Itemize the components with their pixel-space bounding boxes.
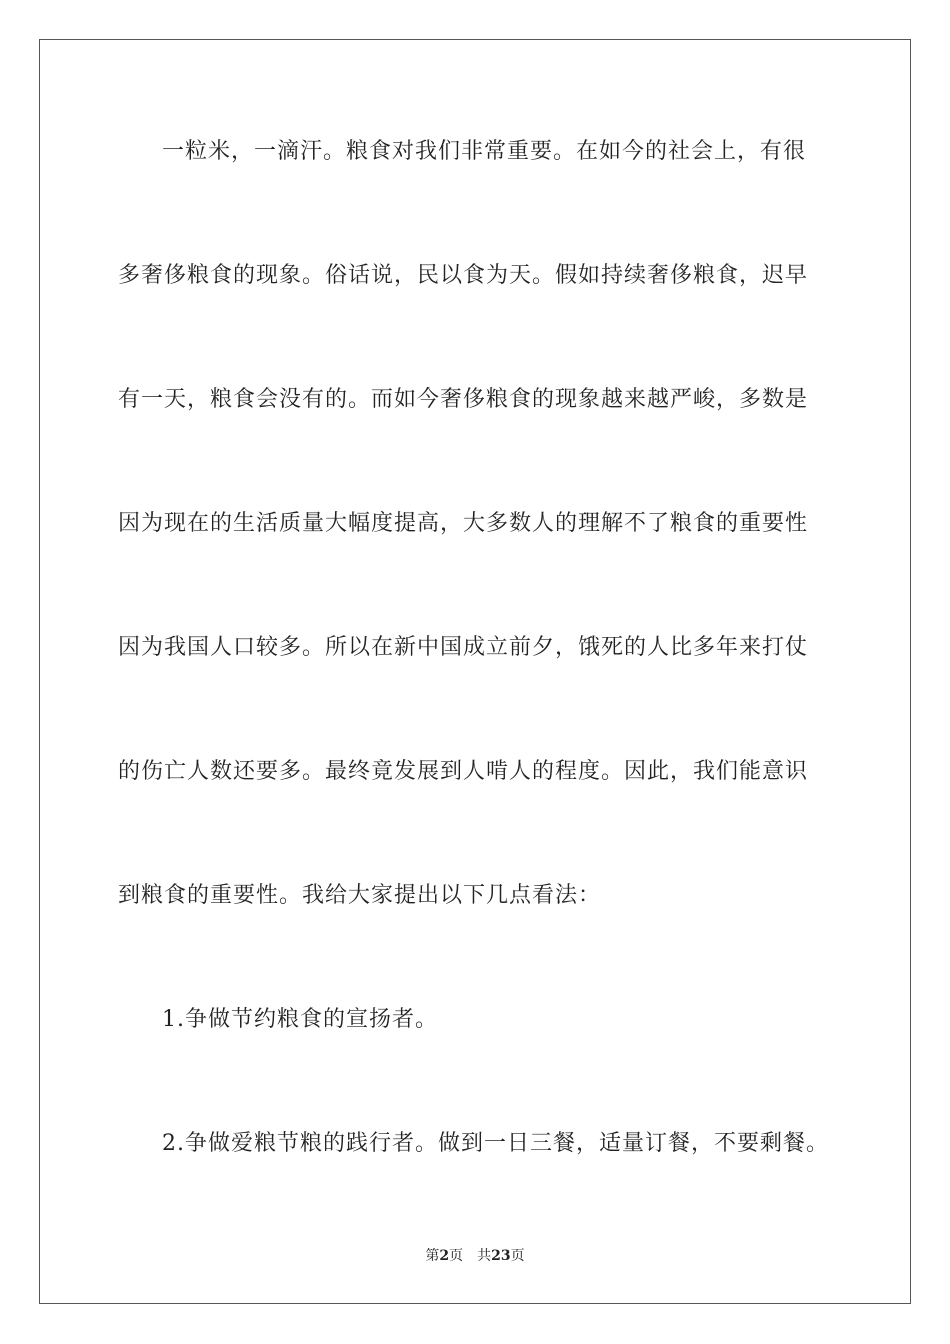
paragraph-line-2: 多奢侈粮食的现象。俗话说，民以食为天。假如持续奢侈粮食，迟早	[118, 263, 809, 288]
paragraph-line-7: 到粮食的重要性。我给大家提出以下几点看法：	[118, 883, 602, 908]
footer-total-suffix: 页	[510, 1248, 525, 1264]
paragraph-line-3: 有一天，粮食会没有的。而如今奢侈粮食的现象越来越严峻，多数是	[118, 387, 809, 412]
paragraph-line-1: 一粒米，一滴汗。粮食对我们非常重要。在如今的社会上，有很	[162, 139, 807, 164]
footer-total-pages: 23	[491, 1248, 511, 1264]
list-item-2: 2.争做爱粮节粮的践行者。做到一日三餐，适量订餐，不要剩餐。	[162, 1131, 829, 1156]
list-item-1: 1.争做节约粮食的宣扬者。	[162, 1007, 438, 1032]
footer-prefix: 第	[425, 1248, 440, 1264]
page-border	[39, 39, 911, 1304]
footer-page-number: 2	[439, 1248, 450, 1264]
paragraph-line-6: 的伤亡人数还要多。最终竟发展到人啃人的程度。因此，我们能意识	[118, 759, 809, 784]
paragraph-line-4: 因为现在的生活质量大幅度提高，大多数人的理解不了粮食的重要性	[118, 511, 809, 536]
footer-total-prefix: 共	[477, 1248, 492, 1264]
page-footer	[0, 1247, 950, 1265]
footer-page-suffix: 页	[449, 1248, 464, 1264]
paragraph-line-5: 因为我国人口较多。所以在新中国成立前夕，饿死的人比多年来打仗	[118, 635, 809, 660]
